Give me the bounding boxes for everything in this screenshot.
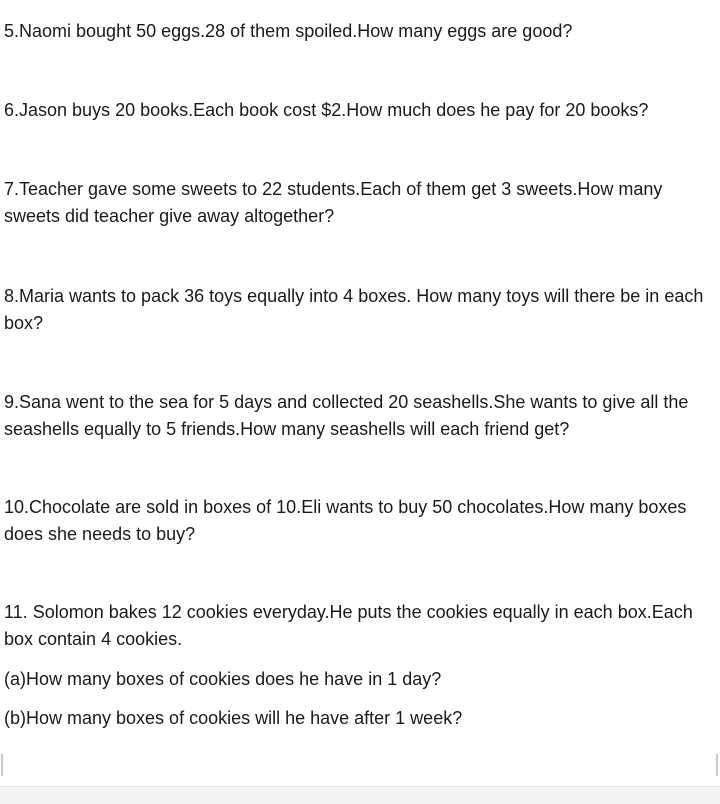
question-8: 8.Maria wants to pack 36 toys equally into 4 boxes. How many toys will there be in each box? <box>4 286 704 333</box>
question-11-part-b: (b)How many boxes of cookies will he have after 1 week? <box>4 708 463 728</box>
question-6: 6.Jason buys 20 books.Each book cost $2.How much does he pay for 20 books? <box>4 100 649 120</box>
page-gap-band <box>0 786 720 804</box>
question-10: 10.Chocolate are sold in boxes of 10.Eli wants to buy 50 chocolates.How many boxes does she needs to buy? <box>4 497 687 544</box>
question-5: 5.Naomi bought 50 eggs.28 of them spoiled.How many eggs are good? <box>4 21 573 41</box>
question-11-part-a: (a)How many boxes of cookies does he have in 1 day? <box>4 669 442 689</box>
question-11: 11. Solomon bakes 12 cookies everyday.He puts the cookies equally in each box.Each box contain 4 cookies. <box>4 602 693 649</box>
question-7: 7.Teacher gave some sweets to 22 students.Each of them get 3 sweets.How many sweets did teacher give away altogether? <box>4 179 663 226</box>
question-9: 9.Sana went to the sea for 5 days and collected 20 seashells.She wants to give all the seashells equally to 5 friends.How many seashells will each friend get? <box>4 392 689 439</box>
page-edge-marker-right <box>716 754 718 776</box>
page-edge-marker-left <box>1 754 3 776</box>
